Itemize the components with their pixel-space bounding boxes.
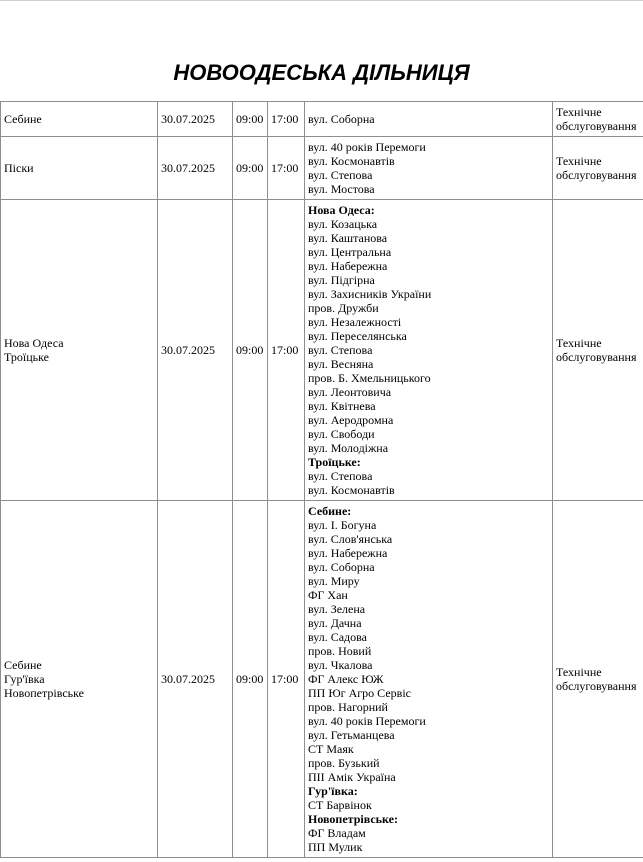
street-item: вул. Космонавтів [308,154,395,168]
street-item: вул. 40 років Перемоги [308,140,426,154]
start-time-cell [233,200,268,501]
date-value: 30.07.2025 [161,672,215,686]
locality-name: Нова Одеса [4,336,64,350]
street-item: ФГ Хан [308,588,348,602]
streets-cell [305,501,553,858]
work-type-cell [553,137,643,200]
locality-name: Себине [4,658,42,672]
end-time-cell [268,501,305,858]
start-time-cell [233,137,268,200]
street-item: вул. Весняна [308,357,374,371]
locality-name: Троїцьке [4,350,49,364]
end-time-cell [268,137,305,200]
settlement-heading: Нова Одеса: [308,203,375,217]
street-item: вул. Набережна [308,546,388,560]
street-item: СТ Маяк [308,742,354,756]
work-type-value: Технічне обслуговування [556,336,637,364]
street-item: вул. 40 років Перемоги [308,714,426,728]
street-item: вул. Садова [308,630,367,644]
date-cell [158,102,233,137]
settlement-heading: Новопетрівське: [308,812,398,826]
street-item: пров. Дружби [308,301,379,315]
start-time-value: 09:00 [236,161,264,175]
streets-cell [305,137,553,200]
work-type-cell [553,102,643,137]
street-item: пров. Новий [308,644,372,658]
end-time-value: 17:00 [271,672,299,686]
date-cell [158,501,233,858]
end-time-value: 17:00 [271,161,299,175]
start-time-value: 09:00 [236,672,264,686]
street-item: вул. Набережна [308,259,388,273]
street-item: вул. Підгірна [308,273,375,287]
street-item: ФГ Алекс ЮЖ [308,672,384,686]
street-item: ФГ Владам [308,826,366,840]
street-item: вул. І. Богуна [308,518,377,532]
schedule-row [1,137,643,200]
street-item: вул. Соборна [308,112,375,126]
start-time-value: 09:00 [236,112,264,126]
work-type-cell [553,501,643,858]
street-item: вул. Квітнева [308,399,376,413]
street-item: пров. Бузький [308,756,380,770]
street-item: вул. Переселянська [308,329,407,343]
streets-cell [305,102,553,137]
locality-name: Гур'ївка [4,672,45,686]
start-time-cell [233,102,268,137]
street-item: вул. Каштанова [308,231,388,245]
street-item: ПІІ Амік Україна [308,770,396,784]
section-title: НОВООДЕСЬКА ДІЛЬНИЦЯ [173,60,470,85]
outage-schedule-table [0,101,643,858]
work-type-value: Технічне обслуговування [556,154,637,182]
street-item: вул. Незалежності [308,315,402,329]
street-item: вул. Захисників України [308,287,432,301]
street-item: вул. Космонавтів [308,483,395,497]
locality-cell [1,200,158,501]
date-cell [158,137,233,200]
date-value: 30.07.2025 [161,112,215,126]
street-item: пров. Б. Хмельницького [308,371,431,385]
date-value: 30.07.2025 [161,161,215,175]
street-item: вул. Центральна [308,245,392,259]
street-item: вул. Дачна [308,616,362,630]
end-time-cell [268,200,305,501]
street-item: ПП Мулик [308,840,363,854]
street-item: вул. Слов'янська [308,532,393,546]
street-item: вул. Свободи [308,427,375,441]
work-type-value: Технічне обслуговування [556,105,637,133]
street-item: пров. Нагорний [308,700,388,714]
end-time-value: 17:00 [271,112,299,126]
street-item: вул. Аеродромна [308,413,394,427]
street-item: вул. Миру [308,574,360,588]
schedule-row [1,200,643,501]
start-time-cell [233,501,268,858]
locality-name: Себине [4,112,42,126]
work-type-cell [553,200,643,501]
schedule-row [1,501,643,858]
street-item: вул. Чкалова [308,658,373,672]
page-top-rule [0,0,643,1]
settlement-heading: Гур'ївка: [308,784,358,798]
locality-cell [1,501,158,858]
settlement-heading: Себине: [308,504,352,518]
street-item: вул. Мостова [308,182,375,196]
end-time-value: 17:00 [271,343,299,357]
street-item: вул. Соборна [308,560,375,574]
street-item: вул. Молодіжна [308,441,389,455]
street-item: вул. Степова [308,469,373,483]
street-item: вул. Козацька [308,217,378,231]
street-item: вул. Гетьманцева [308,728,395,742]
street-item: ПП Юг Агро Сервіс [308,686,411,700]
schedule-row [1,102,643,137]
locality-cell [1,102,158,137]
street-item: вул. Леонтовича [308,385,392,399]
street-item: вул. Степова [308,168,373,182]
street-item: вул. Степова [308,343,373,357]
start-time-value: 09:00 [236,343,264,357]
date-value: 30.07.2025 [161,343,215,357]
locality-name: Піски [4,161,34,175]
street-item: вул. Зелена [308,602,366,616]
date-cell [158,200,233,501]
settlement-heading: Троїцьке: [308,455,361,469]
streets-cell [305,200,553,501]
end-time-cell [268,102,305,137]
street-item: СТ Барвінок [308,798,372,812]
locality-name: Новопетрівське [4,686,84,700]
locality-cell [1,137,158,200]
work-type-value: Технічне обслуговування [556,665,637,693]
